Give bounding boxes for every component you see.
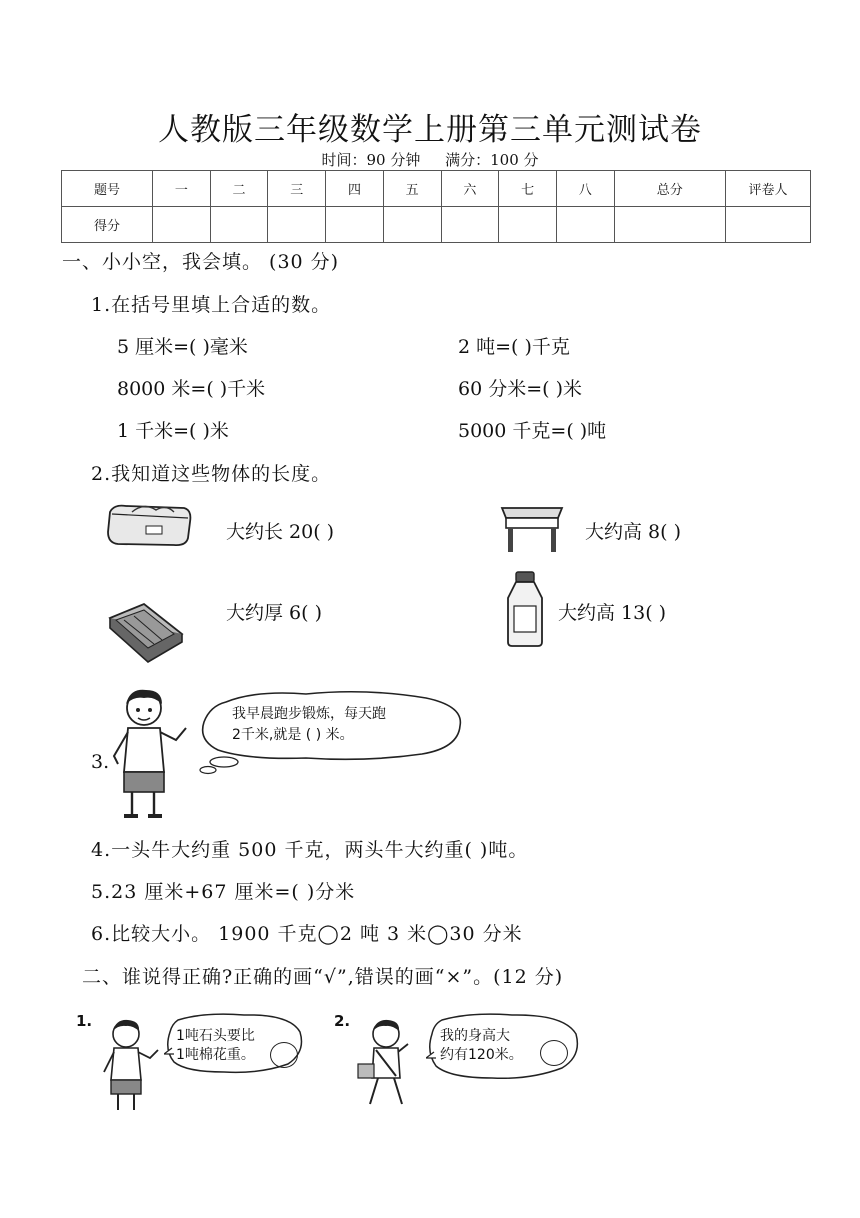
header-cell: 六 bbox=[441, 171, 499, 207]
q6-text: 6.比较大小。 1900 千克◯2 吨 3 米◯30 分米 bbox=[91, 923, 523, 945]
score-cell[interactable] bbox=[499, 207, 557, 243]
header-cell: 总分 bbox=[614, 171, 725, 207]
pencil-box-icon bbox=[104, 500, 194, 550]
boy-icon bbox=[96, 1016, 162, 1116]
q2-prompt: 2.我知道这些物体的长度。 bbox=[91, 463, 332, 485]
q1-item: 5000 千克=( )吨 bbox=[458, 420, 607, 442]
q1-prompt: 1.在括号里填上合适的数。 bbox=[91, 294, 332, 316]
time-limit: 时间：90 分钟 bbox=[321, 151, 421, 169]
header-cell: 二 bbox=[210, 171, 268, 207]
score-table bbox=[61, 170, 811, 243]
s2-item1-line2: 1吨棉花重。 bbox=[176, 1047, 255, 1063]
score-table-score-row bbox=[62, 207, 811, 243]
s2-item2-line1: 我的身高大 bbox=[440, 1028, 510, 1044]
milk-bottle-icon bbox=[502, 570, 548, 648]
header-cell: 评卷人 bbox=[726, 171, 811, 207]
q3-bubble-line1: 我早晨跑步锻炼，每天跑 bbox=[232, 706, 386, 722]
q2-item: 大约厚 6( ) bbox=[226, 602, 322, 624]
q3-bubble-line2: 2千米,就是 ( ) 米。 bbox=[232, 727, 354, 743]
full-score: 满分：100 分 bbox=[445, 151, 539, 169]
header-cell: 五 bbox=[383, 171, 441, 207]
dictionary-icon bbox=[104, 598, 184, 664]
q5-text: 5.23 厘米+67 厘米=( )分米 bbox=[91, 881, 356, 903]
score-cell[interactable] bbox=[326, 207, 384, 243]
q1-item: 2 吨=( )千克 bbox=[458, 336, 570, 358]
score-cell[interactable] bbox=[441, 207, 499, 243]
q2-item: 大约高 8( ) bbox=[585, 521, 681, 543]
score-cell[interactable] bbox=[153, 207, 211, 243]
score-cell[interactable] bbox=[726, 207, 811, 243]
score-cell[interactable] bbox=[383, 207, 441, 243]
header-cell: 八 bbox=[556, 171, 614, 207]
boy-icon bbox=[352, 1016, 422, 1110]
header-cell: 四 bbox=[326, 171, 384, 207]
exam-info bbox=[0, 149, 860, 170]
section2-heading: 二、谁说得正确?正确的画“√”,错误的画“×”。(12 分) bbox=[82, 966, 564, 988]
header-cell: 七 bbox=[499, 171, 557, 207]
header-cell: 三 bbox=[268, 171, 326, 207]
header-cell: 一 bbox=[153, 171, 211, 207]
q3-number: 3. bbox=[91, 751, 110, 773]
score-table-header-row bbox=[62, 171, 811, 207]
score-cell[interactable] bbox=[268, 207, 326, 243]
s2-item2-line2: 约有120米。 bbox=[440, 1047, 523, 1063]
s2-item-number: 2. bbox=[334, 1012, 351, 1030]
answer-circle[interactable] bbox=[270, 1042, 298, 1068]
row-label: 得分 bbox=[62, 207, 153, 243]
s2-item-number: 1. bbox=[76, 1012, 93, 1030]
score-cell[interactable] bbox=[614, 207, 725, 243]
q1-item: 1 千米=( )米 bbox=[117, 420, 229, 442]
q1-item: 60 分米=( )米 bbox=[458, 378, 583, 400]
q1-item: 5 厘米=( )毫米 bbox=[117, 336, 248, 358]
q2-item: 大约高 13( ) bbox=[558, 602, 667, 624]
score-cell[interactable] bbox=[210, 207, 268, 243]
q1-item: 8000 米=( )千米 bbox=[117, 378, 266, 400]
q4-text: 4.一头牛大约重 500 千克，两头牛大约重( )吨。 bbox=[91, 839, 529, 861]
boy-icon bbox=[104, 684, 192, 824]
q2-item: 大约长 20( ) bbox=[226, 521, 335, 543]
score-cell[interactable] bbox=[556, 207, 614, 243]
desk-icon bbox=[498, 500, 566, 554]
answer-circle[interactable] bbox=[540, 1040, 568, 1066]
header-cell: 题号 bbox=[62, 171, 153, 207]
section1-heading: 一、小小空，我会填。 (30 分) bbox=[62, 251, 340, 273]
page-title: 人教版三年级数学上册第三单元测试卷 bbox=[158, 112, 702, 148]
s2-item1-line1: 1吨石头要比 bbox=[176, 1028, 255, 1044]
